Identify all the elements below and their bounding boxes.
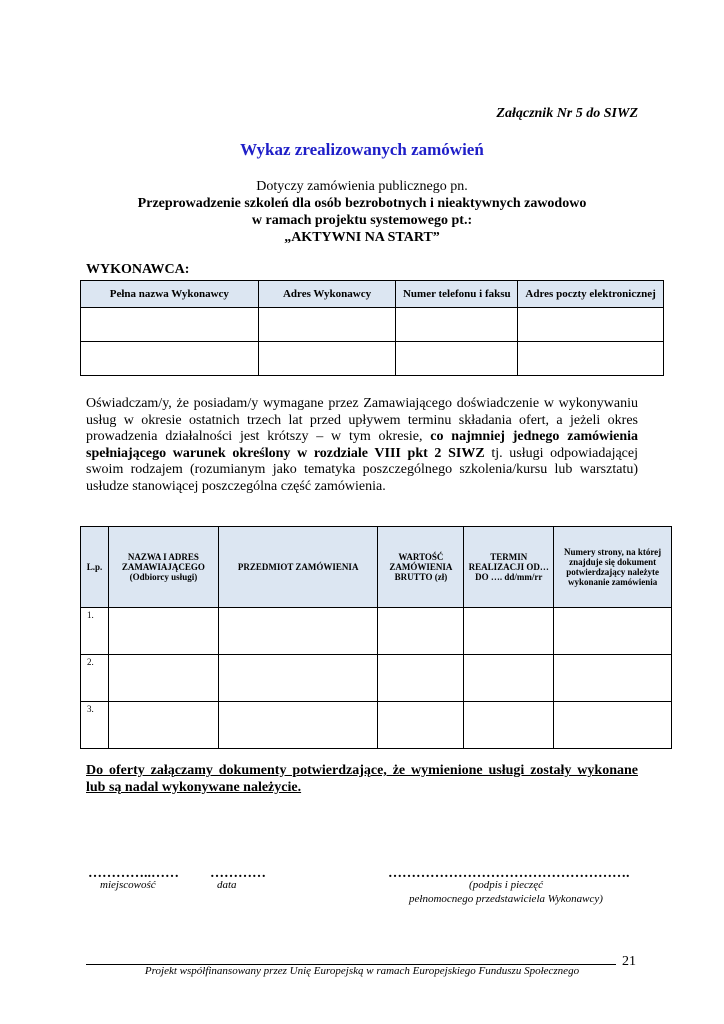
date-label: data xyxy=(217,879,237,891)
cell-subject[interactable] xyxy=(218,702,378,749)
contractor-table xyxy=(80,280,664,376)
attachment-note: Do oferty załączamy dokumenty potwierdzające, że wymienione usługi zostały wykonane lub są nadal wykonywane należycie. xyxy=(86,763,638,795)
subject-line-2: Przeprowadzenie szkoleń dla osób bezrobotnych i nieaktywnych zawodowo xyxy=(137,196,587,211)
header-page-numbers: Numery strony, na której znajduje się dokument potwierdzający należyte wykonanie zamówienia xyxy=(554,527,672,608)
table-row xyxy=(81,702,672,749)
signature-label-2: pełnomocnego przedstawiciela Wykonawcy) xyxy=(409,893,603,905)
table-row xyxy=(81,608,672,655)
cell-client[interactable] xyxy=(108,608,218,655)
cell-client[interactable] xyxy=(108,655,218,702)
contractor-header-row xyxy=(81,281,664,308)
cell-phone-fax[interactable] xyxy=(396,308,518,342)
cell-page-numbers[interactable] xyxy=(554,702,672,749)
place-dots[interactable]: …………..…… xyxy=(88,866,179,881)
row-number: 2. xyxy=(81,655,109,702)
statement-paragraph xyxy=(86,396,638,495)
subject-block xyxy=(0,178,724,246)
table-row xyxy=(81,308,664,342)
cell-client[interactable] xyxy=(108,702,218,749)
cell-page-numbers[interactable] xyxy=(554,655,672,702)
page-number: 21 xyxy=(622,954,636,969)
statement-part-2: tj. usługi odpowiadającej swoim rodzajem (rozumianym jako tematyka poszczególnego szkolenia/kursu lub warsztatu) usłudze stanowiącej poszczególna część zamówienia. xyxy=(86,445,638,494)
place-label: miejscowość xyxy=(100,879,156,891)
cell-value[interactable] xyxy=(378,702,464,749)
subject-line-1: Dotyczy zamówienia publicznego pn. xyxy=(256,179,468,194)
annex-label: Załącznik Nr 5 do SIWZ xyxy=(496,106,638,121)
statement-bold: co najmniej jednego zamówienia spełniającego warunek określony w rozdziale VIII pkt 2 SIWZ xyxy=(86,429,638,461)
table-row xyxy=(81,342,664,376)
cell-subject[interactable] xyxy=(218,608,378,655)
header-address: Adres Wykonawcy xyxy=(258,281,396,308)
row-number: 3. xyxy=(81,702,109,749)
cell-full-name[interactable] xyxy=(81,342,259,376)
cell-value[interactable] xyxy=(378,655,464,702)
signature-label-1: (podpis i pieczęć xyxy=(469,879,543,891)
header-term: TERMIN REALIZACJI OD… DO …. dd/mm/rr xyxy=(464,527,554,608)
cell-term[interactable] xyxy=(464,608,554,655)
cell-email[interactable] xyxy=(518,308,664,342)
orders-header-row xyxy=(81,527,672,608)
cell-full-name[interactable] xyxy=(81,308,259,342)
header-email: Adres poczty elektronicznej xyxy=(518,281,664,308)
footer-text: Projekt współfinansowany przez Unię Europejską w ramach Europejskiego Funduszu Społecznego xyxy=(144,965,580,977)
cell-phone-fax[interactable] xyxy=(396,342,518,376)
header-client: NAZWA I ADRES ZAMAWIAJĄCEGO (Odbiorcy usługi) xyxy=(108,527,218,608)
orders-table xyxy=(80,526,672,749)
header-full-name: Pełna nazwa Wykonawcy xyxy=(81,281,259,308)
row-number: 1. xyxy=(81,608,109,655)
header-phone-fax: Numer telefonu i faksu xyxy=(396,281,518,308)
contractor-label: WYKONAWCA: xyxy=(86,262,190,277)
cell-subject[interactable] xyxy=(218,655,378,702)
header-lp: L.p. xyxy=(81,527,109,608)
cell-page-numbers[interactable] xyxy=(554,608,672,655)
cell-email[interactable] xyxy=(518,342,664,376)
header-subject: PRZEDMIOT ZAMÓWIENIA xyxy=(218,527,378,608)
subject-line-4: „AKTYWNI NA START” xyxy=(284,230,440,245)
table-row xyxy=(81,655,672,702)
subject-line-3: w ramach projektu systemowego pt.: xyxy=(251,213,473,228)
signature-dots[interactable]: ……………………………………………. xyxy=(388,866,630,881)
statement-part-1: Oświadczam/y, że posiadam/y wymagane przez Zamawiającego doświadczenie w wykonywaniu usług w okresie ostatnich trzech lat przed upływem terminu składania ofert, a jeżeli okres prowadzenia działalności jest krótszy – w tym okresie, xyxy=(86,396,638,444)
cell-term[interactable] xyxy=(464,655,554,702)
cell-term[interactable] xyxy=(464,702,554,749)
page-title: Wykaz zrealizowanych zamówień xyxy=(240,140,484,159)
cell-address[interactable] xyxy=(258,342,396,376)
date-dots[interactable]: ………… xyxy=(210,866,266,881)
cell-address[interactable] xyxy=(258,308,396,342)
cell-value[interactable] xyxy=(378,608,464,655)
header-value: WARTOŚĆ ZAMÓWIENIA BRUTTO (zł) xyxy=(378,527,464,608)
